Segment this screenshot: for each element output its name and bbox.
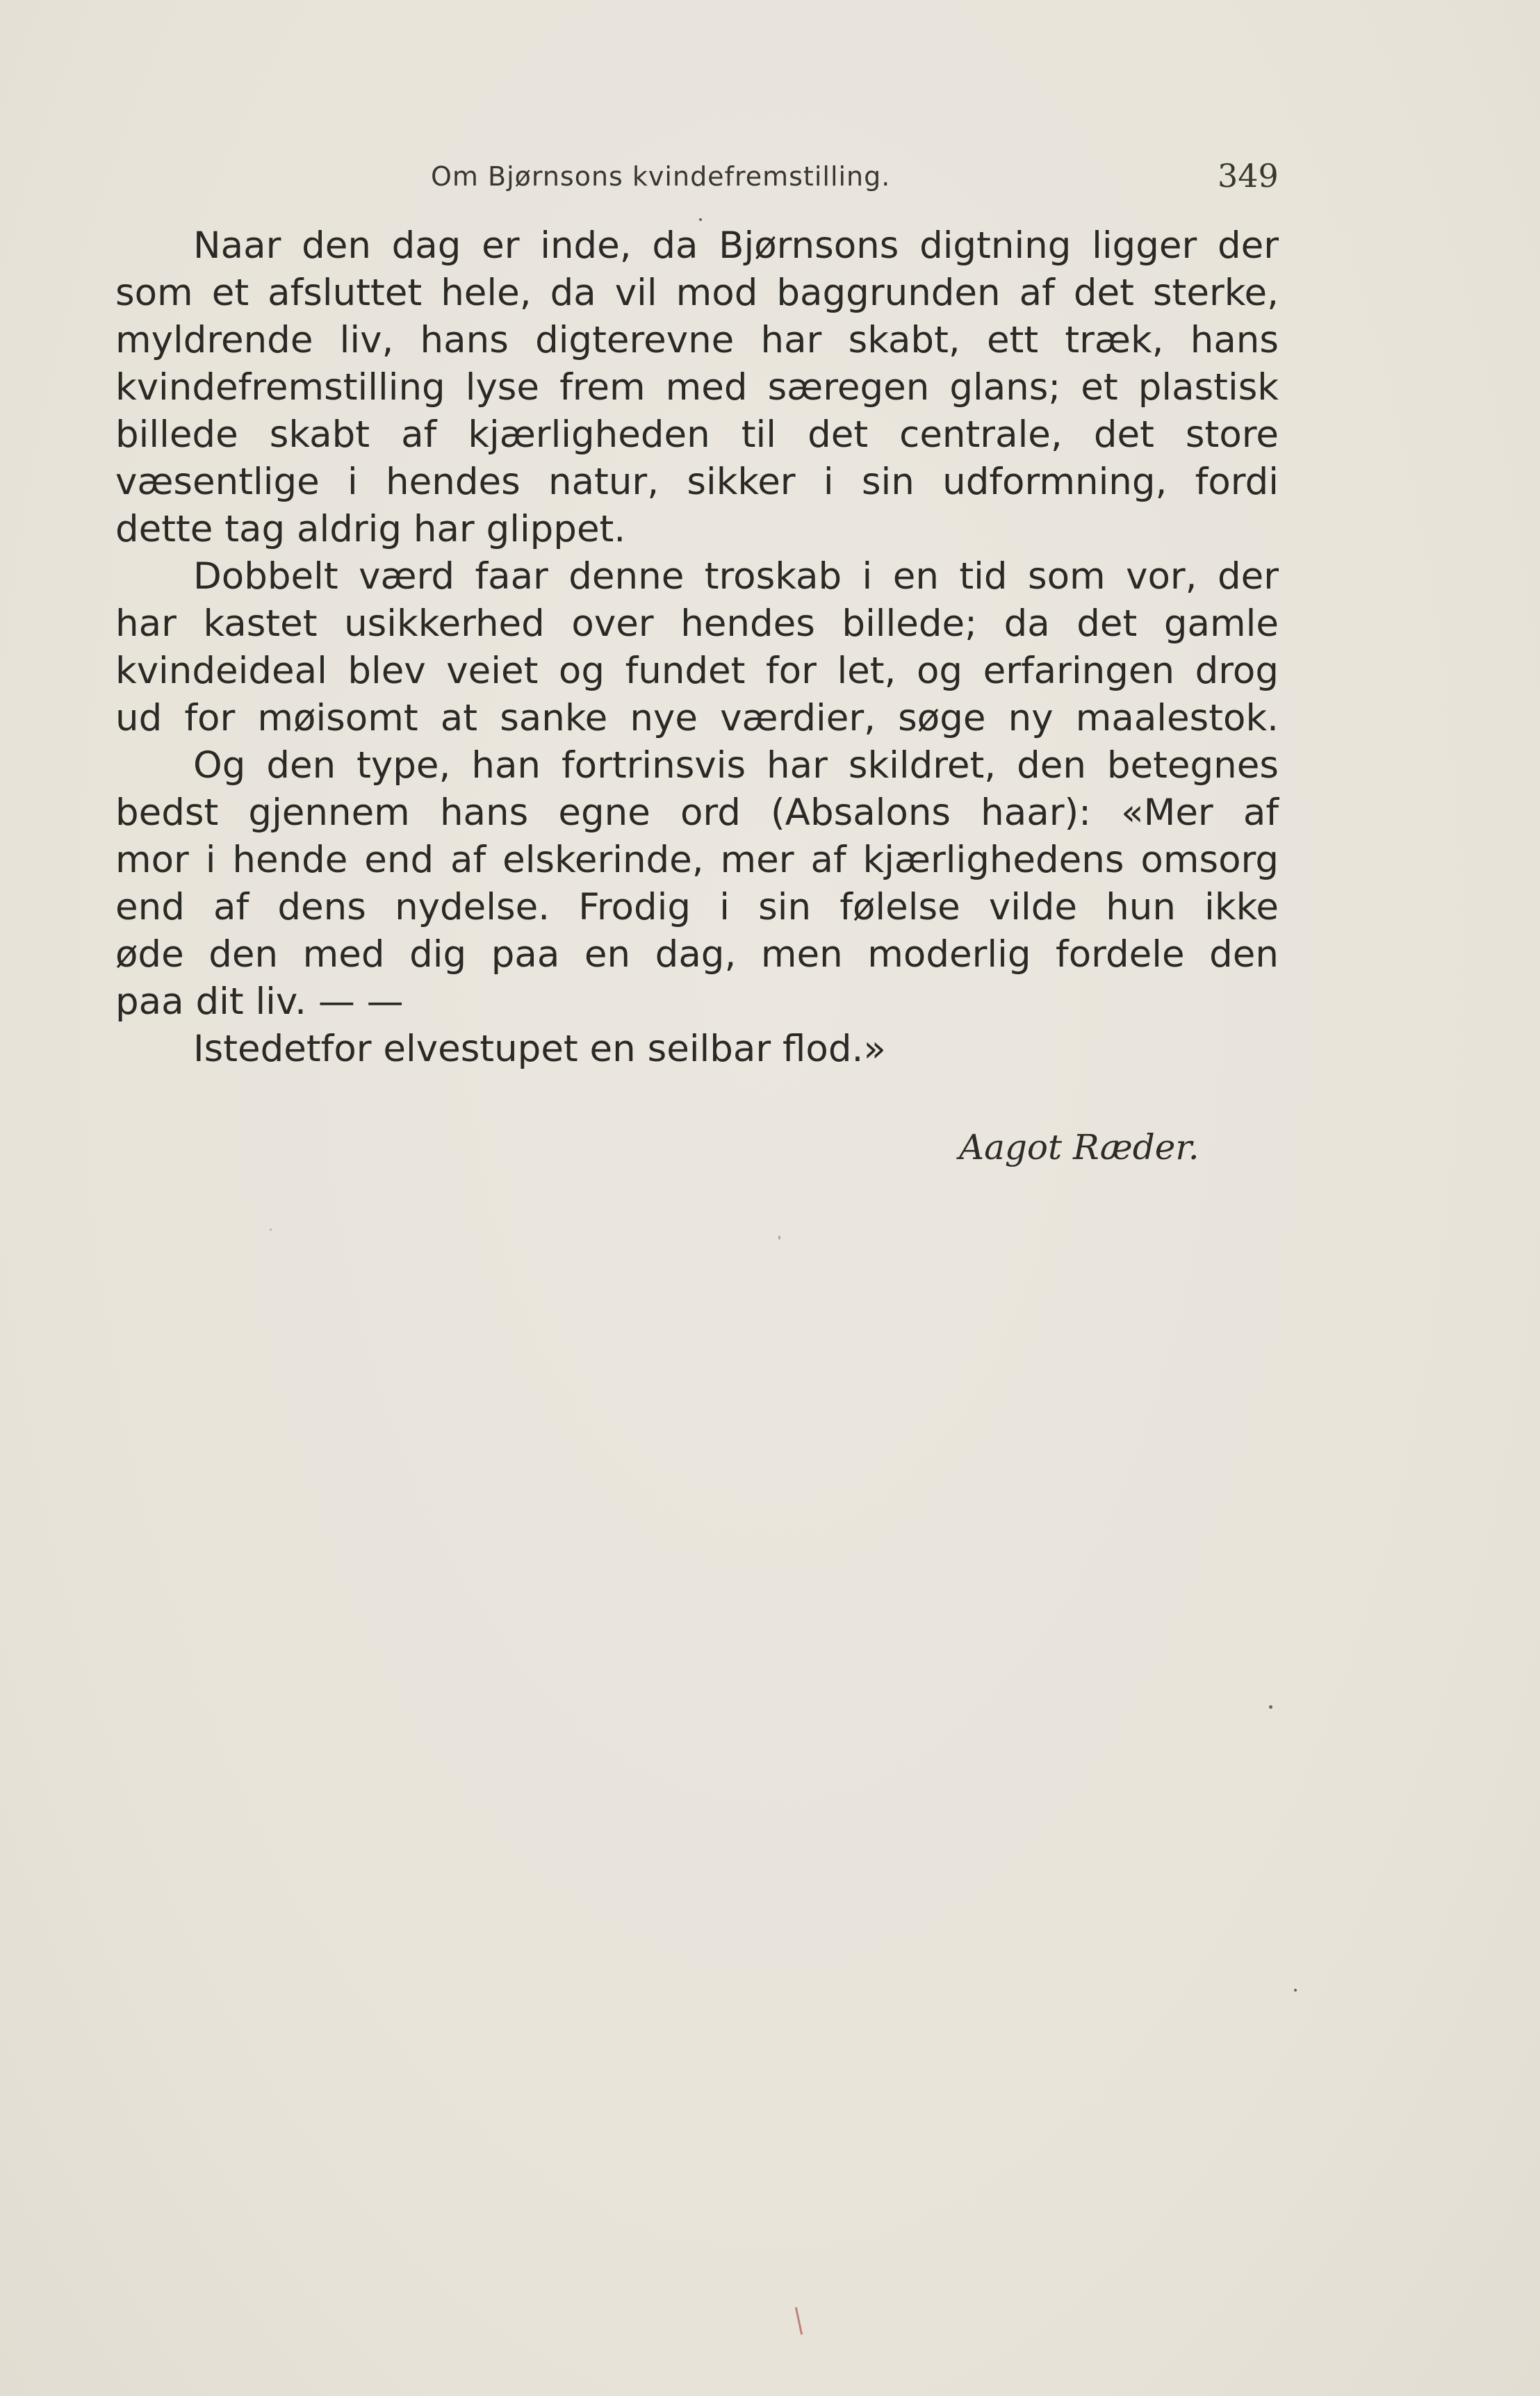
paragraph [115,742,1279,1026]
stray-ink-mark [795,2307,803,2335]
text-line: ud for møisomt at sanke nye værdier, søge ny maalestok. [115,697,1279,739]
text-line: end af dens nydelse. Frodig i sin følelse vilde hun ikke [115,886,1279,928]
text-line: øde den med dig paa en dag, men moderlig fordele den [115,933,1279,976]
article-body [115,222,1279,1073]
paragraph [115,1026,1279,1073]
paper-speck [699,218,702,221]
text-line: Naar den dag er inde, da Bjørnsons digtning ligger der [193,224,1279,267]
author-signature: Aagot Ræder. [959,1127,1199,1167]
text-line: har kastet usikkerhed over hendes billede; da det gamle [115,602,1279,645]
text-line: billede skabt af kjærligheden til det centrale, det store [115,413,1279,456]
page-number: 349 [1218,157,1279,195]
text-line: mor i hende end af elskerinde, mer af kjærlighedens omsorg [115,839,1279,881]
text-line: dette tag aldrig har glippet. [115,508,626,550]
text-line: som et afsluttet hele, da vil mod baggrunden af det sterke, [115,272,1279,314]
paragraph [115,553,1279,742]
text-line: bedst gjennem hans egne ord (Absalons haar): «Mer af [115,791,1279,834]
paper-speck [778,1236,780,1240]
text-line: kvindefremstilling lyse frem med særegen glans; et plastisk [115,366,1279,409]
text-line: Istedetfor elvestupet en seilbar flod.» [193,1028,886,1070]
paragraph [115,222,1279,553]
paper-speck [270,1229,272,1231]
text-line: Og den type, han fortrinsvis har skildret, den betegnes [193,744,1279,787]
text-line: paa dit liv. — — [115,980,404,1023]
text-line: Dobbelt værd faar denne troskab i en tid som vor, der [193,555,1279,598]
paper-speck [1269,1705,1272,1709]
text-line: myldrende liv, hans digterevne har skabt, ett træk, hans [115,319,1279,361]
text-line: væsentlige i hendes natur, sikker i sin udformning, fordi [115,461,1279,503]
running-title: Om Bjørnsons kvindefremstilling. [431,161,891,192]
paper-speck [1294,1989,1297,1992]
text-line: kvindeideal blev veiet og fundet for let, og erfaringen drog [115,650,1279,692]
